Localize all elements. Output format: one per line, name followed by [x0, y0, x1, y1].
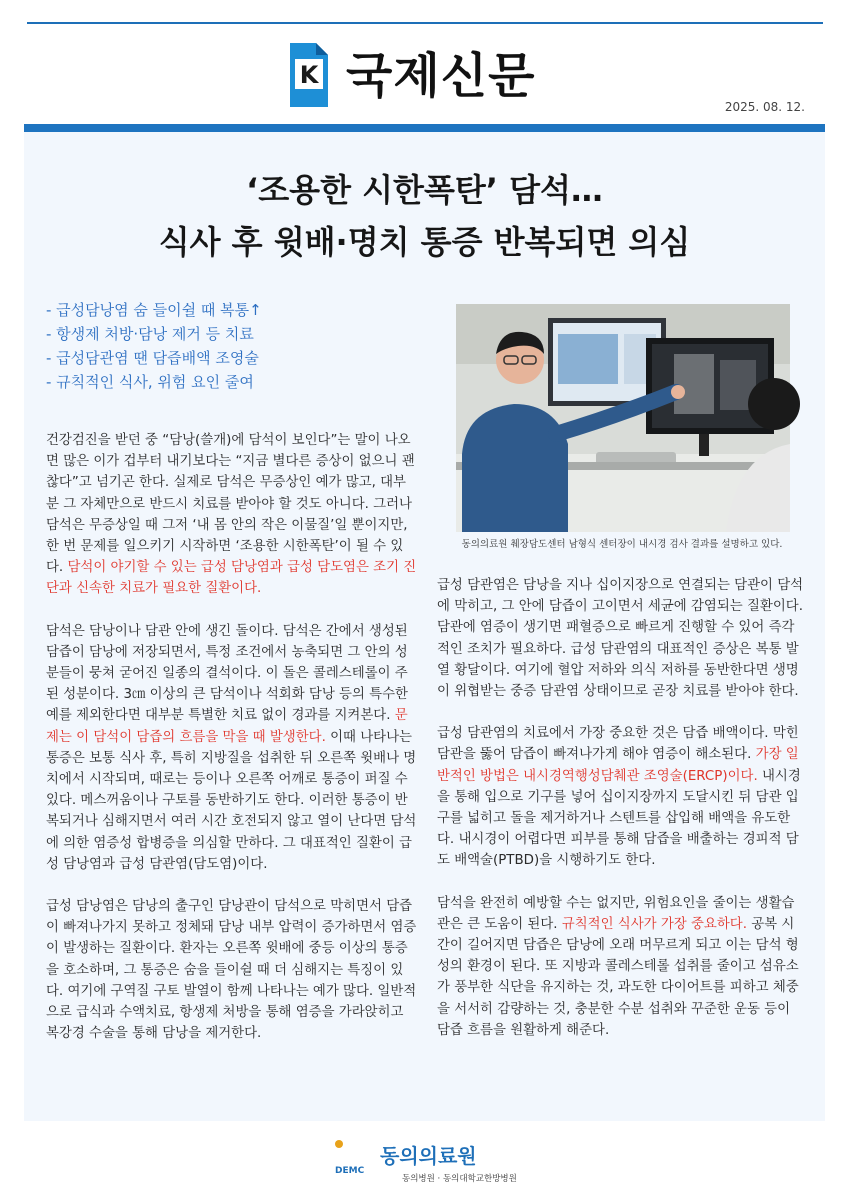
hospital-logo-icon	[333, 1137, 365, 1177]
summary-item: - 급성담관염 땐 담즙배액 조영술	[46, 349, 259, 367]
photo-caption: 동의의료원 췌장담도센터 남형식 센터장이 내시경 검사 결과를 설명하고 있다.	[461, 539, 783, 550]
highlight-text: 담석이 야기할 수 있는 급성 담낭염과 급성 담도염은 조기 진단과 신속한 치료가 필요한 질환이다.	[46, 560, 417, 597]
logo-letter: K	[299, 61, 319, 89]
highlight-text: 가장 일반적인 방법은 내시경역행성담췌관 조영술(ERCP)이다.	[437, 747, 799, 784]
newspaper-logo-icon	[290, 43, 328, 107]
highlight-text: 문제는 이 담석이 담즙의 흐름을 막을 때 발생한다.	[46, 708, 408, 745]
paragraph: 급성 담관염의 치료에서 가장 중요한 것은 담즙 배액이다. 막힌 담관을 뚫어 담즙이 빠져나가게 해야 염증이 해소된다. 가장 일반적인 방법은 내시경역행성담췌관 조영술(ERCP)이다. 내시경을 통해 입으로 기구를 넣어 십이지장까지 도달시킨 뒤 담관 입구를 넓히고 돌을 제거하거나 스텐트를 삽입해 배액을 유도한다. 내시경이 어렵다면 피부를 통해 담즙을 배출하는 경피적 담도 배액술(PTBD)을 시행하기도 한다.	[437, 726, 801, 869]
paragraph: 담석을 완전히 예방할 수는 없지만, 위험요인을 줄이는 생활습관은 큰 도움이 된다. 규칙적인 식사가 가장 중요하다. 공복 시간이 길어지면 담즙은 담낭에 오래 머무르게 되고 이는 담석 형성의 환경이 된다. 또 지방과 콜레스테롤 섭취를 줄이고 섬유소가 풍부한 식단을 유지하는 것, 과도한 다이어트를 피하고 체중을 서서히 감량하는 것, 충분한 수분 섭취와 꾸준한 운동 등이 담즙 흐름을 원활하게 해준다.	[437, 895, 799, 1038]
headline-line-2: 식사 후 윗배·명치 통증 반복되면 의심	[158, 223, 691, 261]
hospital-name: 동의의료원	[380, 1144, 477, 1168]
highlight-text: 규칙적인 식사가 가장 중요하다.	[557, 916, 747, 932]
paragraph: 급성 담관염은 담낭을 지나 십이지장으로 연결되는 담관이 담석에 막히고, 그 안에 담즙이 고이면서 세균에 감염되는 질환이다. 담관에 염증이 생기면 패혈증으로 빠르게 진행할 수 있어 즉각적인 조치가 필요하다. 급성 담관염의 대표적인 증상은 복통 발열 황달이다. 여기에 혈압 저하와 의식 저하를 동반한다면 생명이 위협받는 중증 담관염 상태이므로 곧장 치료를 받아야 한다.	[437, 578, 804, 700]
headline-line-1: ‘조용한 시한폭탄’ 담석…	[246, 171, 603, 209]
summary-item: - 규칙적인 식사, 위험 요인 줄여	[46, 373, 254, 391]
hospital-subtitle: 동의병원 · 동의대학교한방병원	[402, 1174, 517, 1184]
paragraph: 급성 담낭염은 담낭의 출구인 담낭관이 담석으로 막히면서 담즙이 빠져나가지 못하고 정체돼 담낭 내부 압력이 증가하면서 염증이 발생하는 질환이다. 환자는 오른쪽 윗배에 중등 이상의 통증을 호소하며, 그 통증은 숨을 들이쉴 때 더 심해지는 특징이 있다. 여기에 구역질 구토 발열이 함께 나타나는 예가 많다. 일반적으로 급식과 수액치료, 항생제 처방을 통해 염증을 가라앉히고 복강경 수술을 통해 담낭을 제거한다.	[46, 899, 417, 1042]
summary-list	[46, 298, 262, 394]
article-right-column	[437, 575, 807, 1062]
article-photo	[456, 304, 790, 532]
doctor-photo-illustration	[456, 304, 790, 532]
top-rule	[27, 22, 823, 24]
summary-item: - 항생제 처방·담낭 제거 등 치료	[46, 325, 254, 343]
footer-logo-text: DEMC	[335, 1166, 365, 1176]
newspaper-name: 국제신문	[346, 48, 536, 104]
summary-item: - 급성담낭염 숨 들이쉴 때 복통↑	[46, 301, 262, 319]
publish-date: 2025. 08. 12.	[724, 100, 805, 114]
paragraph: 건강검진을 받던 중 “담낭(쓸개)에 담석이 보인다”는 말이 나오면 많은 이가 겁부터 내기보다는 “지금 별다른 증상이 없으니 괜찮다”고 넘기곤 한다. 실제로 담석은 무증상인 예가 많고, 대부분 그 자체만으로 반드시 치료를 받아야 할 것도 아니다. 그러나 담석은 무증상일 때 그저 ‘내 몸 안의 작은 이물질’일 뿐이지만, 한 번 문제를 일으키기 시작하면 ‘조용한 시한폭탄’이 될 수 있다. 담석이 야기할 수 있는 급성 담낭염과 급성 담도염은 조기 진단과 신속한 치료가 필요한 질환이다.	[46, 433, 417, 597]
article-left-column	[46, 430, 418, 1065]
paragraph: 담석은 담낭이나 담관 안에 생긴 돌이다. 담석은 간에서 생성된 담즙이 담낭에 저장되면서, 특정 조건에서 농축되면 그 안의 성분들이 뭉쳐 굳어진 일종의 결석이다. 이 돌은 콜레스테롤이 주된 성분이다. 3㎝ 이상의 큰 담석이나 석회화 담낭 등의 특수한 예를 제외한다면 대부분 특별한 치료 없이 경과를 지켜본다. 문제는 이 담석이 담즙의 흐름을 막을 때 발생한다. 이때 나타나는 통증은 보통 식사 후, 특히 지방질을 섭취한 뒤 오른쪽 윗배나 명치에서 시작되며, 때로는 등이나 오른쪽 어깨로 통증이 퍼질 수 있다. 메스꺼움이나 구토를 동반하기도 한다. 이러한 통증이 반복되거나 심해지면서 여러 시간 호전되지 않고 열이 난다면 담석에 의한 염증성 합병증을 의심할 만하다. 그 대표적인 질환이 급성 담낭염과 급성 담관염(담도염)이다.	[46, 623, 417, 872]
